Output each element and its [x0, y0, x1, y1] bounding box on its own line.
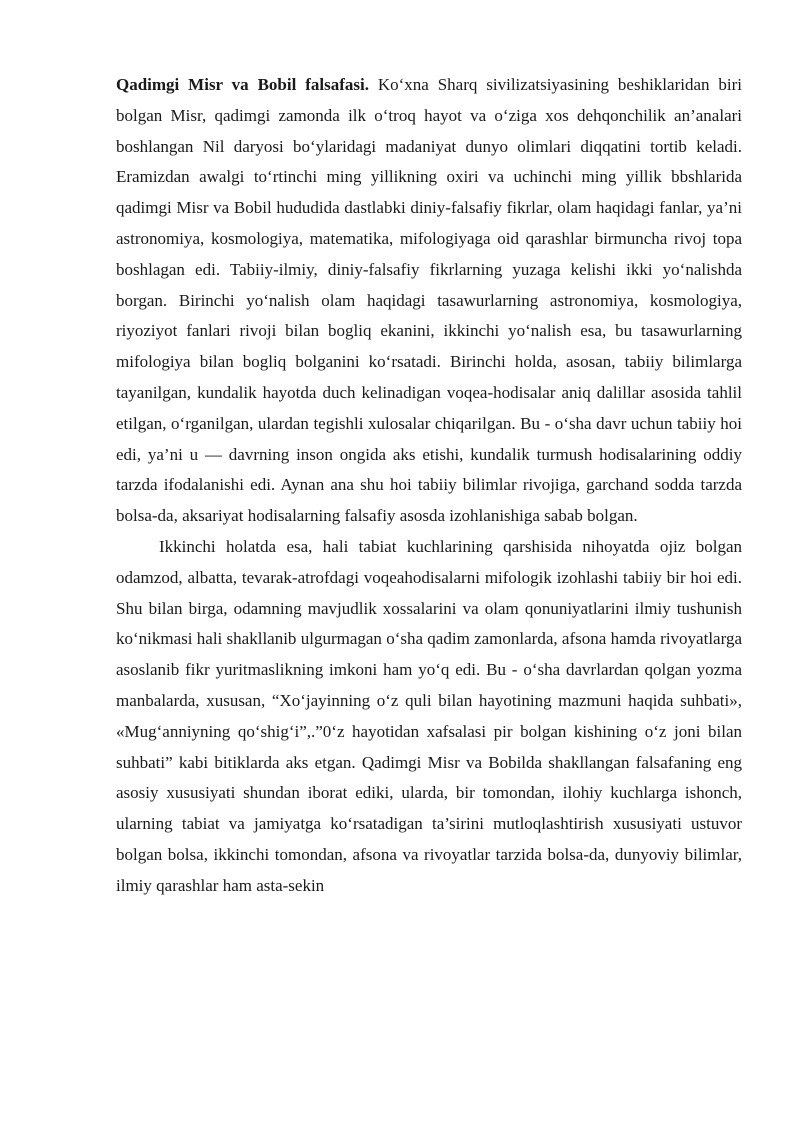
body-paragraph-2: Ikkinchi holatda esa, hali tabiat kuchlarining qarshisida nihoyatda ojiz bolgan odamzod, albatta, tevarak-atrofdagi voqeahodisalarni mifologik izohlashi tabiiy bir hoi edi. Shu bilan birga, odamning mavjudlik xossalarini va olam qonuniyatlarini ilmiy tushunish ko‘nikmasi hali shakllanib ulgurmagan o‘sha qadim zamonlarda, afsona hamda rivoyatlarga asoslanib fikr yuritmaslikning imkoni ham yo‘q edi. Bu - o‘sha davrlardan qolgan yozma manbalarda, xususan, “Xo‘jayinning o‘z quli bilan hayotining mazmuni haqida suhbati», «Mug‘anniyning qo‘shig‘i”,.”0‘z hayotidan xafsalasi pir bolgan kishining o‘z joni bilan suhbati” kabi bitiklarda aks etgan. Qadimgi Misr va Bobilda shakllangan falsafaning eng asosiy xususiyati shundan iborat ediki, ularda, bir tomondan, ilohiy kuchlarga ishonch, ularning tabiat va jamiyatga ko‘rsatadigan ta’sirini mutloqlashtirish xususiyati ustuvor bolgan bolsa, ikkinchi tomondan, afsona va rivoyatlar tarzida bolsa-da, dunyoviy bilimlar, ilmiy qarashlar ham asta-sekin — [116, 536, 742, 895]
body-paragraph-1 — [116, 70, 742, 532]
paragraph-1-text: Ko‘xna Sharq sivilizatsiyasining beshiklaridan biri bolgan Misr, qadimgi zamonda ilk o‘troq hayot va o‘ziga xos dehqonchilik an’analari boshlangan Nil daryosi bo‘ylaridagi madaniyat dunyo olimlari diqqatini tortib keladi. Eramizdan awalgi to‘rtinchi ming yillikning oxiri va uchinchi ming yillik bbshlarida qadimgi Misr va Bobil hududida dastlabki diniy-falsafiy fikrlar, olam haqidagi fanlar, ya’ni astronomiya, kosmologiya, matematika, mifologiyaga oid qarashlar birmuncha rivoj topa boshlagan edi. Tabiiy-ilmiy, diniy-falsafiy fikrlarning yuzaga kelishi ikki yo‘nalishda borgan. Birinchi yo‘nalish olam haqidagi tasawurlarning astronomiya, kosmologiya, riyoziyot fanlari rivoji bilan bogliq ekanini, ikkinchi yo‘nalish esa, bu tasawurlarning mifologiya bilan bogliq bolganini ko‘rsatadi. Birinchi holda, asosan, tabiiy bilimlarga tayanilgan, kundalik hayotda duch kelinadigan voqea-hodisalar aniq dalillar asosida tahlil etilgan, o‘rganilgan, ulardan tegishli xulosalar chiqarilgan. Bu - o‘sha davr uchun tabiiy hoi edi, ya’ni u — davrning inson ongida aks etishi, kundalik turmush hodisalarining oddiy tarzda ifodalanishi edi. Aynan ana shu hoi tabiiy bilimlar rivojiga, garchand sodda tarzda bolsa-da, aksariyat hodisalarning falsafiy asosda izohlanishiga sabab bolgan. — [116, 75, 742, 526]
section-heading: Qadimgi Misr va Bobil falsafasi. — [116, 75, 369, 94]
document-page — [116, 70, 742, 902]
